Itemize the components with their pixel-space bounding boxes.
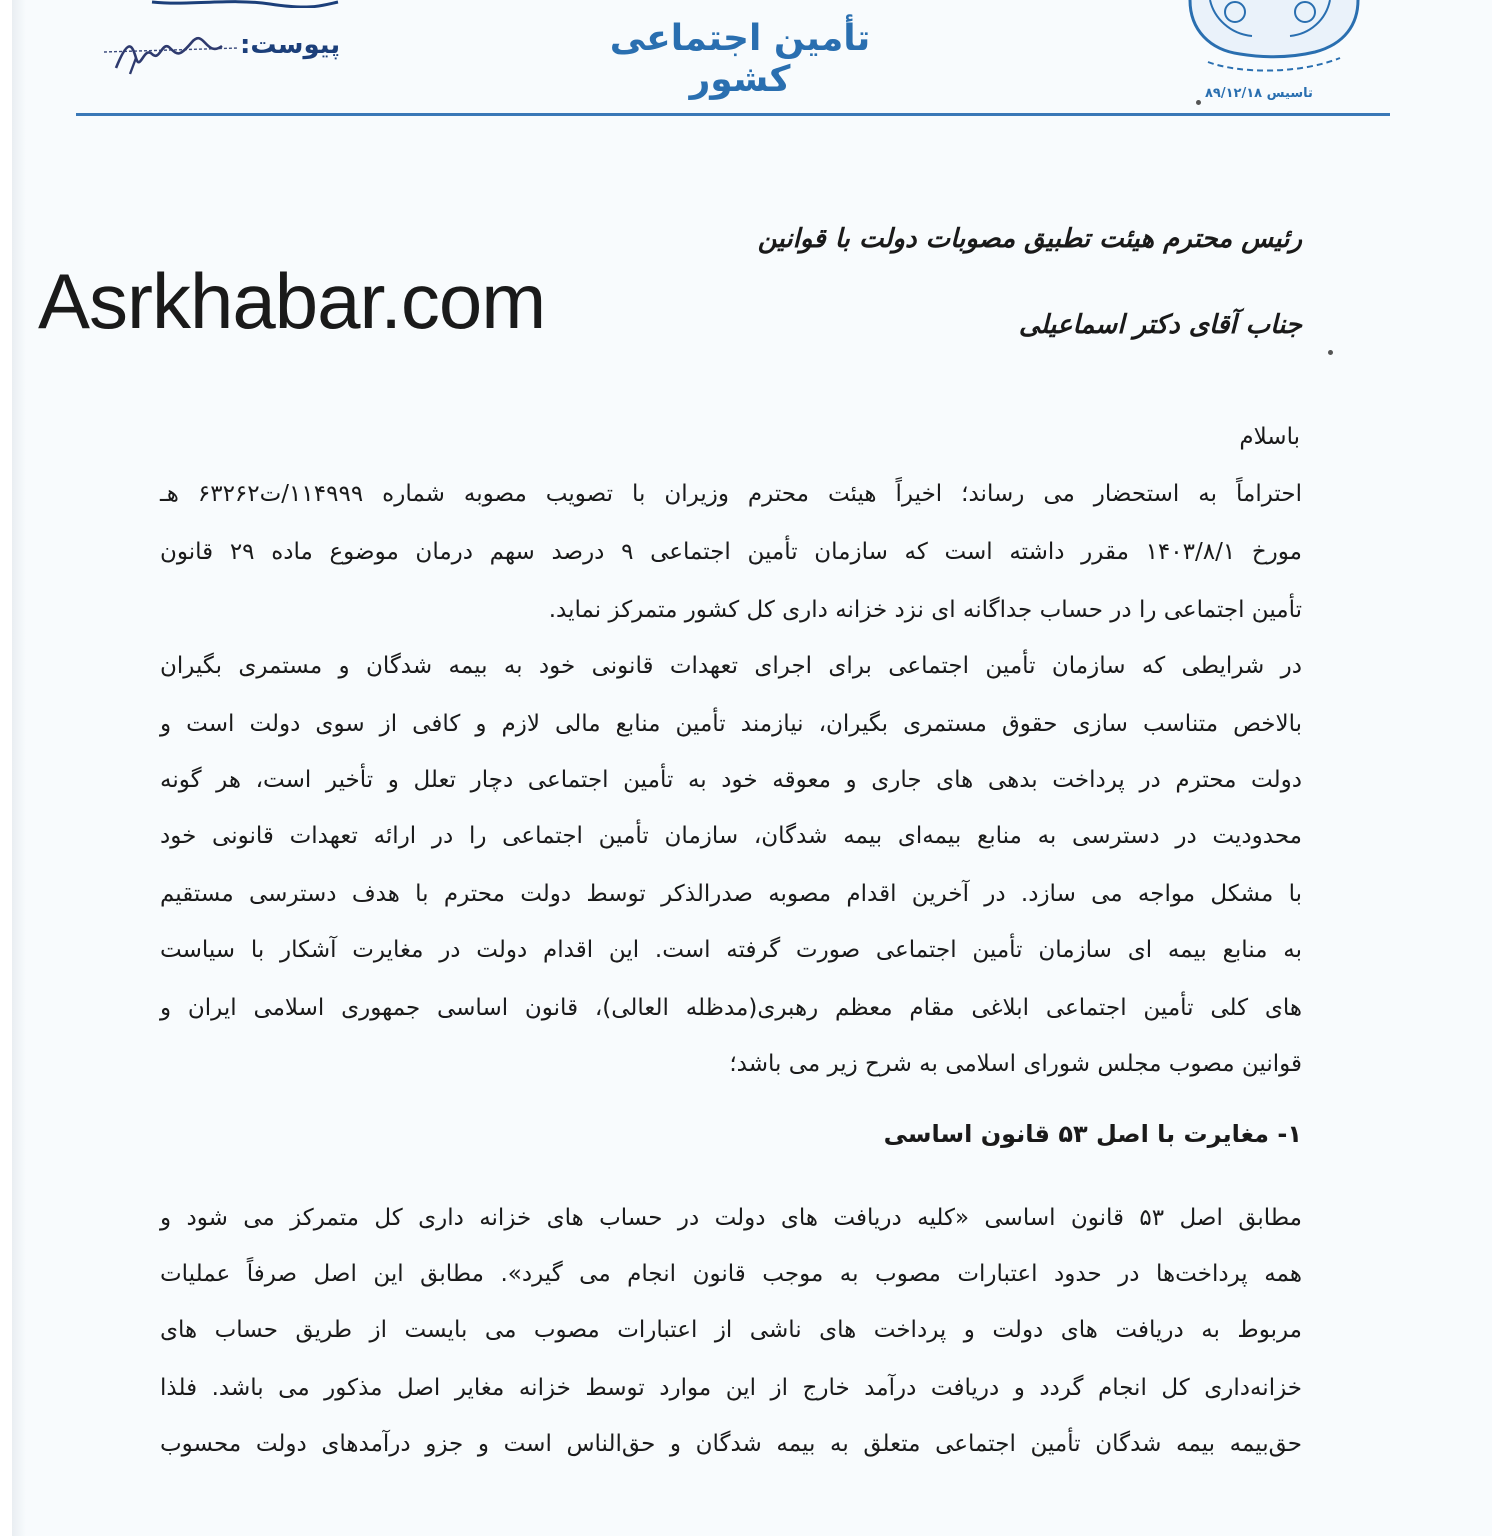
body-line: در شرایطی که سازمان تأمین اجتماعی برای اجرای تعهدات قانونی خود به بیمه شدگان و مستمری بگیران <box>160 653 1302 679</box>
body-line: مورخ ۱۴۰۳/۸/۱ مقرر داشته است که سازمان تأمین اجتماعی ۹ درصد سهم درمان موضوع ماده ۲۹ قانون <box>160 539 1302 565</box>
body-line: به منابع بیمه ای سازمان تأمین اجتماعی صورت گرفته است. این اقدام دولت در مغایرت آشکار با سیاست <box>160 937 1302 963</box>
body-line: قوانین مصوب مجلس شورای اسلامی به شرح زیر می باشد؛ <box>729 1051 1302 1077</box>
salutation: باسلام <box>1239 424 1300 450</box>
body-line: با مشکل مواجه می سازد. در آخرین اقدام مصوبه صدرالذکر توسط دولت محترم با هدف دسترسی مستقیم <box>160 881 1302 907</box>
scan-edge-shadow <box>12 0 26 1536</box>
attachment-handwritten-value <box>96 28 246 78</box>
section-heading: ۱- مغایرت با اصل ۵۳ قانون اساسی <box>883 1120 1302 1148</box>
body-line: دولت محترم در پرداخت بدهی های جاری و معوقه خود به تأمین اجتماعی دچار تعلل و تأخیر است، هر گونه <box>160 767 1302 793</box>
body-line: های کلی تأمین اجتماعی ابلاغی مقام معظم رهبری(مدظله العالی)، قانون اساسی جمهوری اسلامی ایران و <box>160 995 1302 1021</box>
scan-speck <box>1196 100 1201 105</box>
site-watermark: Asrkhabar.com <box>38 257 546 345</box>
body-line: تأمین اجتماعی را در حساب جداگانه ای نزد خزانه داری کل کشور متمرکز نماید. <box>548 597 1302 623</box>
body-line: همه پرداخت‌ها در حدود اعتبارات مصوب به موجب قانون انجام می گیرد». مطابق این اصل صرفاً عملیات <box>160 1261 1302 1287</box>
body-line: احتراماً به استحضار می رساند؛ اخیراً هیئت محترم وزیران با تصویب مصوبه شماره ۱۱۴۹۹۹/ت۶۳۲۶۲ هـ <box>160 481 1302 507</box>
attachment-label: پیوست: <box>240 30 341 60</box>
organization-logo <box>1180 0 1365 90</box>
body-line: حق‌بیمه بیمه شدگان تأمین اجتماعی متعلق به بیمه شدگان و حق‌الناس است و جزو درآمدهای دولت محسوب <box>160 1431 1302 1457</box>
scan-speck <box>1328 350 1333 355</box>
body-line: مربوط به دریافت های دولت و پرداخت های ناشی از اعتبارات مصوب می بایست از طریق حساب های <box>160 1317 1302 1343</box>
addressee-title: رئیس محترم هیئت تطبیق مصوبات دولت با قوانین <box>757 224 1302 254</box>
body-line: خزانه‌داری کل انجام گردد و دریافت درآمد خارج از این موارد توسط خزانه مغایر اصل مذکور می باشد. فلذا <box>160 1375 1302 1401</box>
body-line: مطابق اصل ۵۳ قانون اساسی «کلیه دریافت های دولت در حساب های خزانه داری کل متمرکز می شود و <box>160 1205 1302 1231</box>
body-line: محدودیت در دسترسی به منابع بیمه‌ای بیمه شدگان، سازمان تأمین اجتماعی را در ارائه تعهدات قانونی خود <box>160 823 1302 849</box>
organization-name: تأمین اجتماعی کشور <box>609 18 871 100</box>
body-line: بالاخص متناسب سازی حقوق مستمری بگیران، نیازمند تأمین منابع مالی لازم و کافی از سوی دولت است و <box>160 711 1302 737</box>
addressee-name: جناب آقای دکتر اسماعیلی <box>1018 310 1302 340</box>
header-rule <box>76 113 1390 116</box>
cropped-letterhead-line <box>150 0 340 8</box>
founding-date: تاسیس ۸۹/۱۲/۱۸ <box>1205 86 1313 101</box>
